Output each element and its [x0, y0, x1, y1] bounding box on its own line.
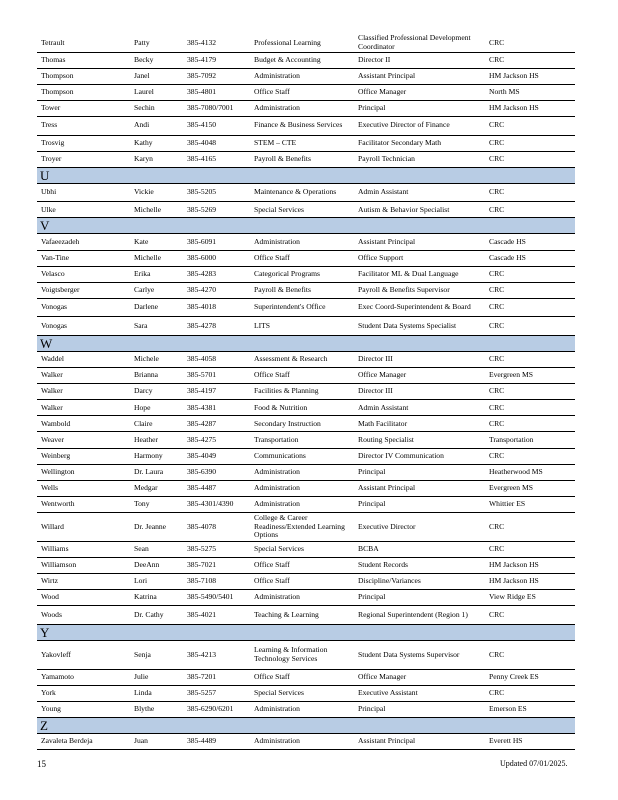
location-cell: HM Jackson HS	[485, 68, 575, 84]
section-header	[37, 336, 575, 352]
title-cell: Discipline/Variances	[354, 574, 485, 590]
last-name-cell: Weinberg	[37, 448, 130, 464]
section-letter: Z	[37, 718, 575, 734]
department-cell: Administration	[250, 234, 354, 250]
department-cell: Administration	[250, 590, 354, 606]
title-cell: Payroll & Benefits Supervisor	[354, 282, 485, 298]
phone-cell: 385-5269	[183, 202, 250, 218]
department-cell: Maintenance & Operations	[250, 183, 354, 202]
updated-date: Updated 07/01/2025.	[500, 759, 568, 768]
phone-cell: 385-5257	[183, 686, 250, 702]
last-name-cell: Wirtz	[37, 574, 130, 590]
phone-cell: 385-4283	[183, 266, 250, 282]
department-cell: Administration	[250, 734, 354, 750]
staff-directory-table	[37, 34, 575, 750]
section-letter: W	[37, 336, 575, 352]
phone-cell: 385-4287	[183, 416, 250, 432]
title-cell: Principal	[354, 464, 485, 480]
phone-cell: 385-4078	[183, 512, 250, 541]
department-cell: Categorical Programs	[250, 266, 354, 282]
title-cell: Office Manager	[354, 368, 485, 384]
title-cell: Principal	[354, 100, 485, 116]
table-row	[37, 669, 575, 685]
phone-cell: 385-5205	[183, 183, 250, 202]
department-cell: Administration	[250, 100, 354, 116]
department-cell: Budget & Accounting	[250, 52, 354, 68]
location-cell: Evergreen MS	[485, 368, 575, 384]
first-name-cell: Julie	[130, 669, 183, 685]
table-row	[37, 282, 575, 298]
title-cell: Principal	[354, 496, 485, 512]
table-row	[37, 52, 575, 68]
department-cell: Finance & Business Services	[250, 116, 354, 135]
table-row	[37, 317, 575, 336]
phone-cell: 385-5275	[183, 541, 250, 557]
location-cell: Heatherwood MS	[485, 464, 575, 480]
title-cell: Director II	[354, 52, 485, 68]
first-name-cell: Hope	[130, 400, 183, 416]
location-cell: CRC	[485, 352, 575, 368]
table-row	[37, 702, 575, 718]
table-row	[37, 734, 575, 750]
last-name-cell: Vonogas	[37, 298, 130, 317]
first-name-cell: Carlye	[130, 282, 183, 298]
department-cell: Special Services	[250, 541, 354, 557]
title-cell: Director III	[354, 384, 485, 400]
table-row	[37, 432, 575, 448]
title-cell: Admin Assistant	[354, 183, 485, 202]
location-cell: CRC	[485, 116, 575, 135]
last-name-cell: Vonogas	[37, 317, 130, 336]
table-row	[37, 84, 575, 100]
table-row	[37, 464, 575, 480]
title-cell: BCBA	[354, 541, 485, 557]
last-name-cell: Walker	[37, 368, 130, 384]
section-header	[37, 167, 575, 183]
title-cell: Regional Superintendent (Region 1)	[354, 606, 485, 625]
department-cell: LITS	[250, 317, 354, 336]
first-name-cell: Darlene	[130, 298, 183, 317]
location-cell: CRC	[485, 400, 575, 416]
location-cell: CRC	[485, 135, 575, 151]
phone-cell: 385-7021	[183, 558, 250, 574]
department-cell: Administration	[250, 68, 354, 84]
last-name-cell: Wellington	[37, 464, 130, 480]
first-name-cell: Laurel	[130, 84, 183, 100]
location-cell: CRC	[485, 640, 575, 669]
phone-cell: 385-4018	[183, 298, 250, 317]
first-name-cell: Sean	[130, 541, 183, 557]
phone-cell: 385-4150	[183, 116, 250, 135]
department-cell: Assessment & Research	[250, 352, 354, 368]
table-row	[37, 448, 575, 464]
first-name-cell: Juan	[130, 734, 183, 750]
phone-cell: 385-7201	[183, 669, 250, 685]
table-row	[37, 151, 575, 167]
title-cell: Principal	[354, 590, 485, 606]
location-cell: CRC	[485, 448, 575, 464]
location-cell: HM Jackson HS	[485, 100, 575, 116]
first-name-cell: Kate	[130, 234, 183, 250]
table-row	[37, 116, 575, 135]
location-cell: CRC	[485, 606, 575, 625]
table-row	[37, 512, 575, 541]
phone-cell: 385-4048	[183, 135, 250, 151]
phone-cell: 385-7092	[183, 68, 250, 84]
table-row	[37, 686, 575, 702]
last-name-cell: York	[37, 686, 130, 702]
department-cell: Office Staff	[250, 669, 354, 685]
department-cell: Office Staff	[250, 574, 354, 590]
phone-cell: 385-4278	[183, 317, 250, 336]
location-cell: CRC	[485, 541, 575, 557]
table-row	[37, 541, 575, 557]
table-row	[37, 574, 575, 590]
title-cell: Office Manager	[354, 669, 485, 685]
department-cell: Special Services	[250, 686, 354, 702]
department-cell: Office Staff	[250, 84, 354, 100]
table-row	[37, 135, 575, 151]
department-cell: Administration	[250, 480, 354, 496]
first-name-cell: Heather	[130, 432, 183, 448]
phone-cell: 385-4132	[183, 34, 250, 52]
last-name-cell: Williamson	[37, 558, 130, 574]
last-name-cell: Wambold	[37, 416, 130, 432]
location-cell: CRC	[485, 384, 575, 400]
location-cell: View Ridge ES	[485, 590, 575, 606]
table-row	[37, 368, 575, 384]
location-cell: CRC	[485, 183, 575, 202]
table-row	[37, 400, 575, 416]
phone-cell: 385-6390	[183, 464, 250, 480]
location-cell: North MS	[485, 84, 575, 100]
first-name-cell: Andi	[130, 116, 183, 135]
title-cell: Executive Director	[354, 512, 485, 541]
title-cell: Principal	[354, 702, 485, 718]
department-cell: Transportation	[250, 432, 354, 448]
last-name-cell: Troyer	[37, 151, 130, 167]
first-name-cell: Blythe	[130, 702, 183, 718]
first-name-cell: Karyn	[130, 151, 183, 167]
phone-cell: 385-4058	[183, 352, 250, 368]
location-cell: Penny Creek ES	[485, 669, 575, 685]
section-header	[37, 624, 575, 640]
department-cell: Teaching & Learning	[250, 606, 354, 625]
title-cell: Exec Coord-Superintendent & Board	[354, 298, 485, 317]
location-cell: Evergreen MS	[485, 480, 575, 496]
phone-cell: 385-7108	[183, 574, 250, 590]
last-name-cell: Ulke	[37, 202, 130, 218]
phone-cell: 385-4275	[183, 432, 250, 448]
table-row	[37, 266, 575, 282]
first-name-cell: Senja	[130, 640, 183, 669]
first-name-cell: Dr. Laura	[130, 464, 183, 480]
department-cell: Office Staff	[250, 558, 354, 574]
title-cell: Classified Professional Development Coordinator	[354, 34, 485, 52]
title-cell: Facilitator ML & Dual Language	[354, 266, 485, 282]
location-cell: Transportation	[485, 432, 575, 448]
department-cell: Facilities & Planning	[250, 384, 354, 400]
table-row	[37, 100, 575, 116]
location-cell: Whittier ES	[485, 496, 575, 512]
title-cell: Autism & Behavior Specialist	[354, 202, 485, 218]
title-cell: Director IV Communication	[354, 448, 485, 464]
first-name-cell: Sechin	[130, 100, 183, 116]
last-name-cell: Yamamoto	[37, 669, 130, 685]
last-name-cell: Yakovleff	[37, 640, 130, 669]
location-cell: CRC	[485, 202, 575, 218]
department-cell: Professional Learning	[250, 34, 354, 52]
first-name-cell: Linda	[130, 686, 183, 702]
location-cell: Cascade HS	[485, 234, 575, 250]
table-row	[37, 496, 575, 512]
last-name-cell: Ubhi	[37, 183, 130, 202]
last-name-cell: Van-Tine	[37, 250, 130, 266]
phone-cell: 385-4197	[183, 384, 250, 400]
location-cell: CRC	[485, 512, 575, 541]
section-letter: U	[37, 167, 575, 183]
phone-cell: 385-7080/7001	[183, 100, 250, 116]
section-header	[37, 718, 575, 734]
first-name-cell: Patty	[130, 34, 183, 52]
phone-cell: 385-4179	[183, 52, 250, 68]
first-name-cell: DeeAnn	[130, 558, 183, 574]
table-row	[37, 250, 575, 266]
location-cell: CRC	[485, 151, 575, 167]
first-name-cell: Dr. Cathy	[130, 606, 183, 625]
department-cell: Learning & Information Technology Services	[250, 640, 354, 669]
page-number: 15	[37, 759, 46, 769]
title-cell: Admin Assistant	[354, 400, 485, 416]
title-cell: Assistant Principal	[354, 480, 485, 496]
last-name-cell: Wood	[37, 590, 130, 606]
phone-cell: 385-6290/6201	[183, 702, 250, 718]
location-cell: CRC	[485, 416, 575, 432]
table-row	[37, 68, 575, 84]
last-name-cell: Thompson	[37, 68, 130, 84]
first-name-cell: Erika	[130, 266, 183, 282]
last-name-cell: Weaver	[37, 432, 130, 448]
department-cell: Special Services	[250, 202, 354, 218]
table-row	[37, 384, 575, 400]
department-cell: Administration	[250, 496, 354, 512]
first-name-cell: Sara	[130, 317, 183, 336]
phone-cell: 385-4270	[183, 282, 250, 298]
phone-cell: 385-5490/5401	[183, 590, 250, 606]
location-cell: CRC	[485, 34, 575, 52]
first-name-cell: Brianna	[130, 368, 183, 384]
first-name-cell: Vickie	[130, 183, 183, 202]
last-name-cell: Trosvig	[37, 135, 130, 151]
phone-cell: 385-4165	[183, 151, 250, 167]
location-cell: CRC	[485, 317, 575, 336]
title-cell: Office Support	[354, 250, 485, 266]
first-name-cell: Medgar	[130, 480, 183, 496]
title-cell: Math Facilitator	[354, 416, 485, 432]
location-cell: HM Jackson HS	[485, 574, 575, 590]
title-cell: Executive Assistant	[354, 686, 485, 702]
phone-cell: 385-6000	[183, 250, 250, 266]
title-cell: Director III	[354, 352, 485, 368]
table-row	[37, 606, 575, 625]
department-cell: College & Career Readiness/Extended Learning Options	[250, 512, 354, 541]
first-name-cell: Katrina	[130, 590, 183, 606]
table-row	[37, 352, 575, 368]
section-header	[37, 218, 575, 234]
section-letter: Y	[37, 624, 575, 640]
department-cell: Administration	[250, 464, 354, 480]
location-cell: CRC	[485, 298, 575, 317]
title-cell: Assistant Principal	[354, 234, 485, 250]
last-name-cell: Voigtsberger	[37, 282, 130, 298]
phone-cell: 385-4381	[183, 400, 250, 416]
department-cell: Office Staff	[250, 250, 354, 266]
location-cell: CRC	[485, 282, 575, 298]
department-cell: Communications	[250, 448, 354, 464]
table-row	[37, 183, 575, 202]
last-name-cell: Vafaeezadeh	[37, 234, 130, 250]
first-name-cell: Darcy	[130, 384, 183, 400]
location-cell: CRC	[485, 686, 575, 702]
first-name-cell: Tony	[130, 496, 183, 512]
last-name-cell: Thompson	[37, 84, 130, 100]
title-cell: Student Data Systems Specialist	[354, 317, 485, 336]
last-name-cell: Young	[37, 702, 130, 718]
department-cell: Administration	[250, 702, 354, 718]
last-name-cell: Wells	[37, 480, 130, 496]
last-name-cell: Walker	[37, 400, 130, 416]
location-cell: CRC	[485, 266, 575, 282]
first-name-cell: Harmony	[130, 448, 183, 464]
department-cell: Payroll & Benefits	[250, 282, 354, 298]
phone-cell: 385-4049	[183, 448, 250, 464]
first-name-cell: Lori	[130, 574, 183, 590]
last-name-cell: Thomas	[37, 52, 130, 68]
location-cell: CRC	[485, 52, 575, 68]
table-row	[37, 590, 575, 606]
last-name-cell: Velasco	[37, 266, 130, 282]
table-row	[37, 480, 575, 496]
title-cell: Routing Specialist	[354, 432, 485, 448]
table-row	[37, 416, 575, 432]
phone-cell: 385-5701	[183, 368, 250, 384]
first-name-cell: Michele	[130, 352, 183, 368]
last-name-cell: Tetrault	[37, 34, 130, 52]
phone-cell: 385-4301/4390	[183, 496, 250, 512]
first-name-cell: Kathy	[130, 135, 183, 151]
phone-cell: 385-4487	[183, 480, 250, 496]
first-name-cell: Janel	[130, 68, 183, 84]
section-letter: V	[37, 218, 575, 234]
department-cell: Payroll & Benefits	[250, 151, 354, 167]
title-cell: Student Data Systems Supervisor	[354, 640, 485, 669]
table-row	[37, 640, 575, 669]
location-cell: HM Jackson HS	[485, 558, 575, 574]
title-cell: Facilitator Secondary Math	[354, 135, 485, 151]
title-cell: Office Manager	[354, 84, 485, 100]
table-row	[37, 298, 575, 317]
table-row	[37, 202, 575, 218]
table-row	[37, 234, 575, 250]
first-name-cell: Michelle	[130, 202, 183, 218]
first-name-cell: Dr. Jeanne	[130, 512, 183, 541]
location-cell: Everett HS	[485, 734, 575, 750]
last-name-cell: Waddel	[37, 352, 130, 368]
last-name-cell: Tower	[37, 100, 130, 116]
last-name-cell: Tress	[37, 116, 130, 135]
phone-cell: 385-4489	[183, 734, 250, 750]
title-cell: Student Records	[354, 558, 485, 574]
first-name-cell: Claire	[130, 416, 183, 432]
department-cell: Office Staff	[250, 368, 354, 384]
last-name-cell: Willard	[37, 512, 130, 541]
phone-cell: 385-4021	[183, 606, 250, 625]
location-cell: Emerson ES	[485, 702, 575, 718]
phone-cell: 385-4213	[183, 640, 250, 669]
title-cell: Assistant Principal	[354, 734, 485, 750]
title-cell: Assistant Principal	[354, 68, 485, 84]
last-name-cell: Woods	[37, 606, 130, 625]
table-row	[37, 34, 575, 52]
phone-cell: 385-6091	[183, 234, 250, 250]
first-name-cell: Michelle	[130, 250, 183, 266]
last-name-cell: Wentworth	[37, 496, 130, 512]
last-name-cell: Williams	[37, 541, 130, 557]
department-cell: Food & Nutrition	[250, 400, 354, 416]
title-cell: Executive Director of Finance	[354, 116, 485, 135]
last-name-cell: Zavaleta Berdeja	[37, 734, 130, 750]
first-name-cell: Becky	[130, 52, 183, 68]
phone-cell: 385-4801	[183, 84, 250, 100]
table-row	[37, 558, 575, 574]
location-cell: Cascade HS	[485, 250, 575, 266]
title-cell: Payroll Technician	[354, 151, 485, 167]
department-cell: STEM – CTE	[250, 135, 354, 151]
department-cell: Secondary Instruction	[250, 416, 354, 432]
department-cell: Superintendent's Office	[250, 298, 354, 317]
last-name-cell: Walker	[37, 384, 130, 400]
